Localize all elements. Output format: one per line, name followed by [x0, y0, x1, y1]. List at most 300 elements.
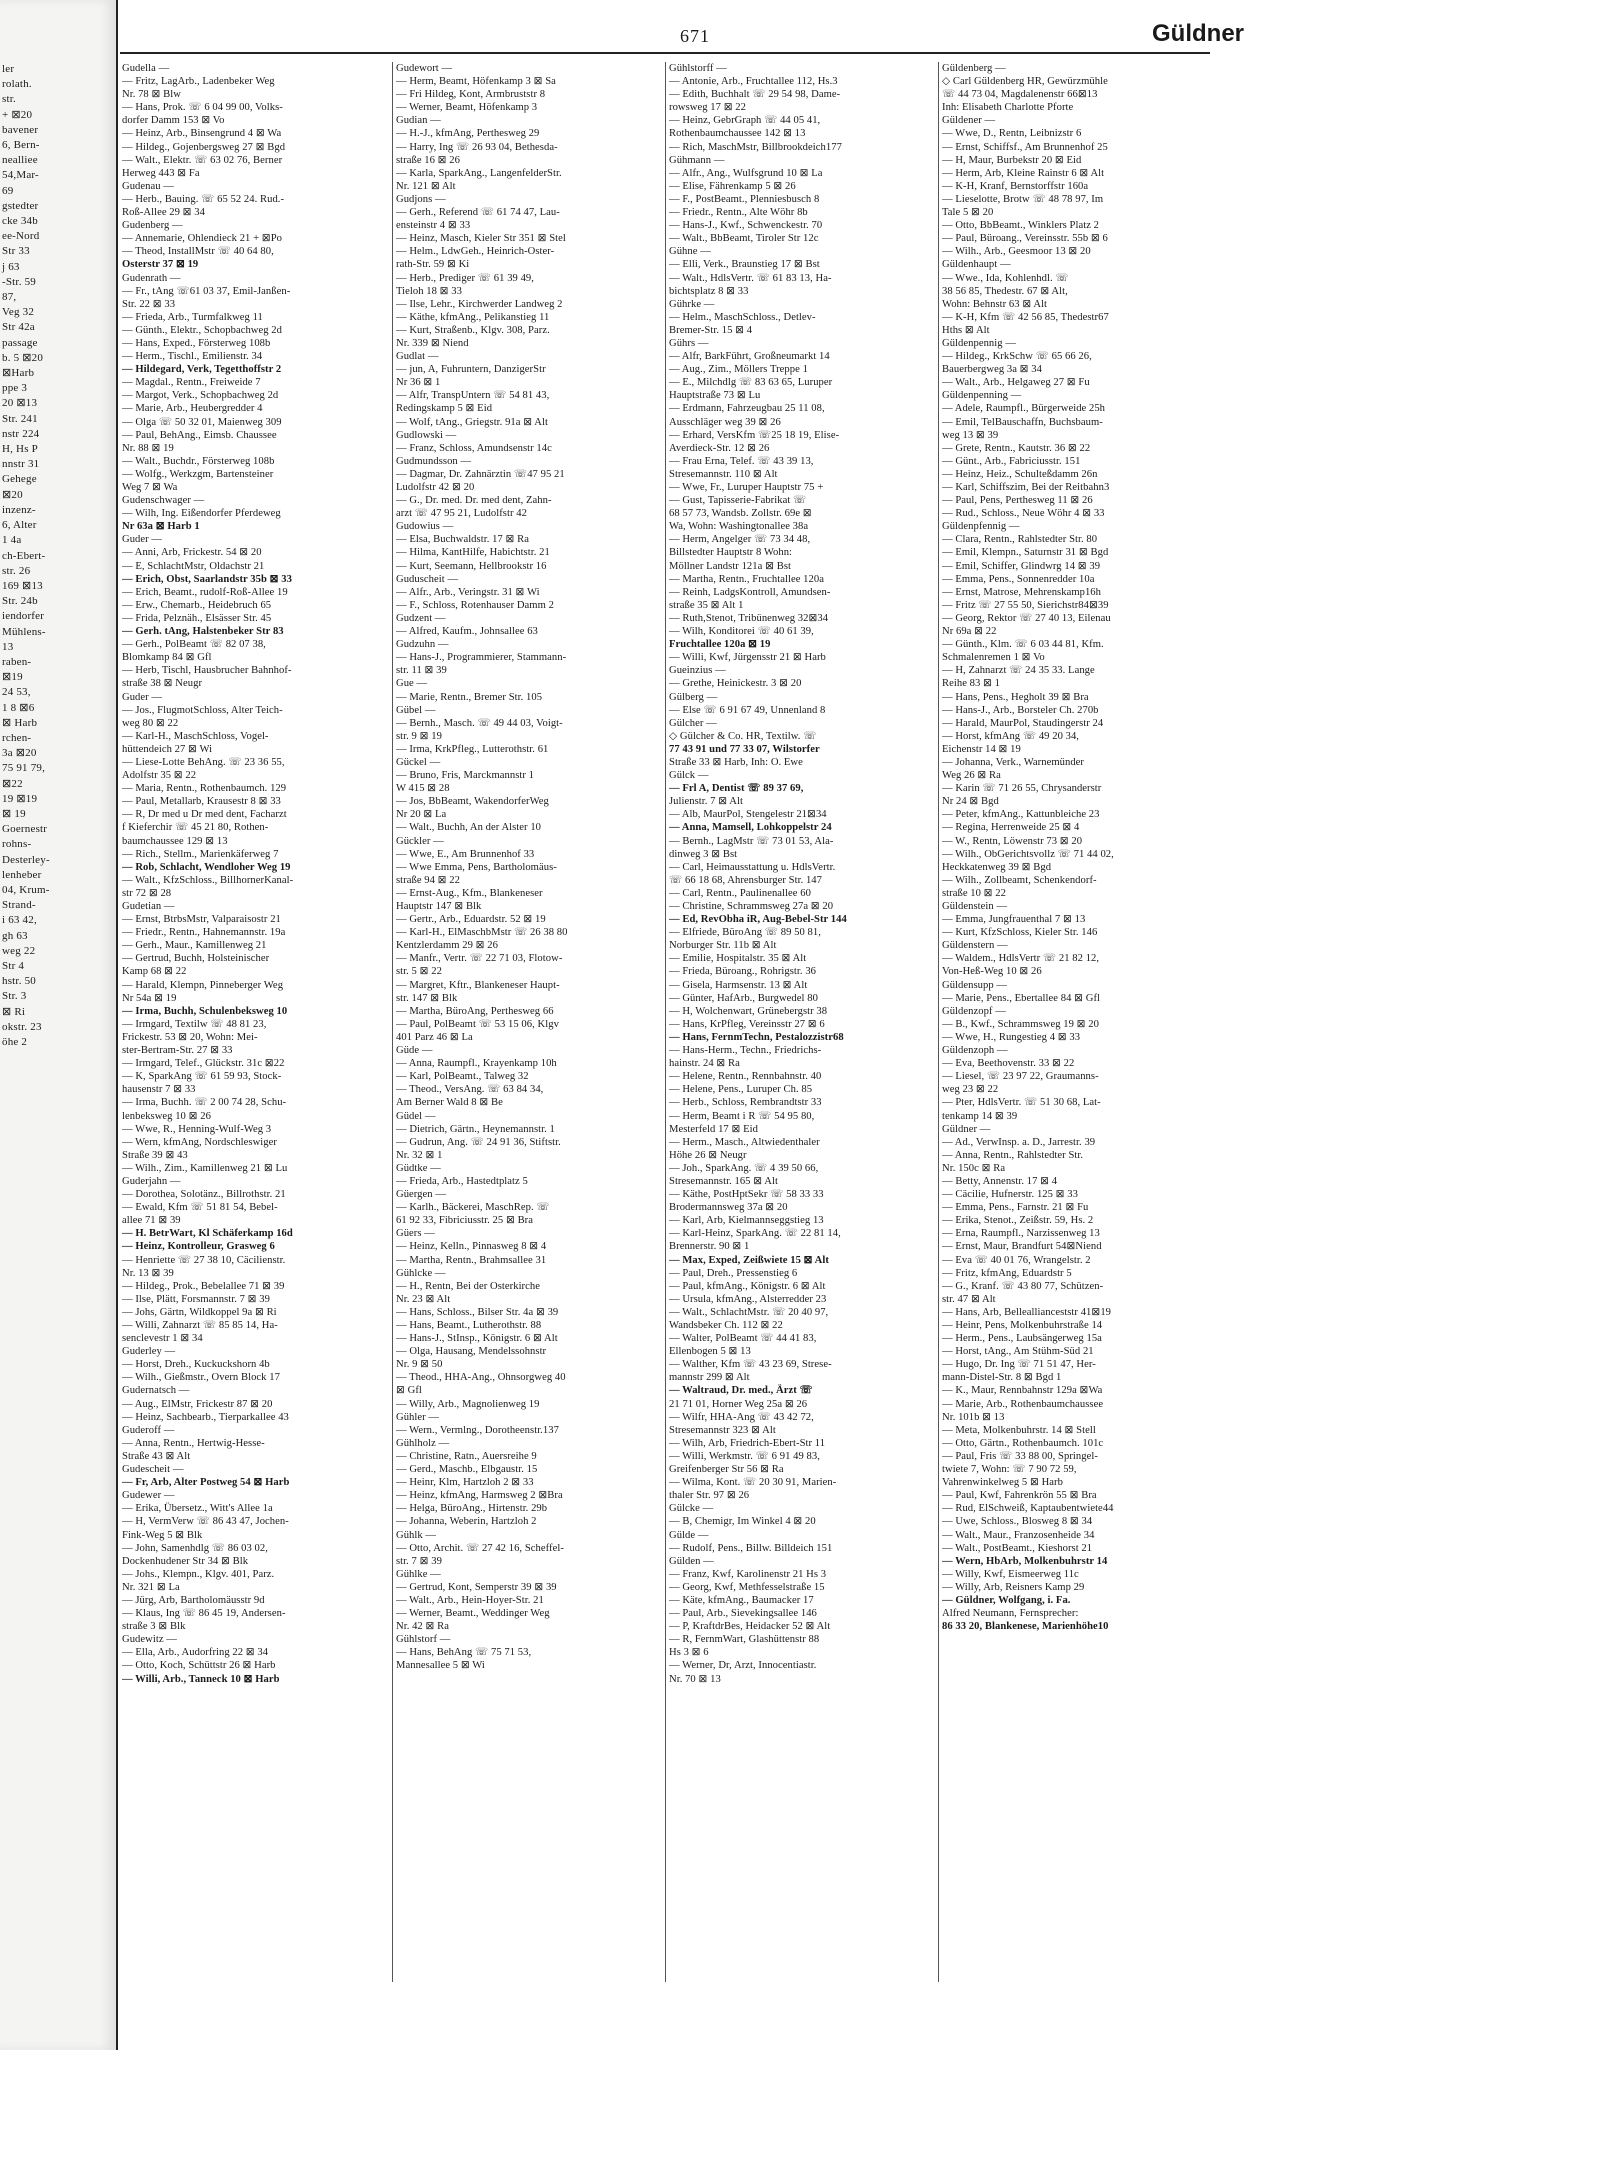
- directory-entry: — Margot, Verk., Schopbachweg 2d: [122, 390, 279, 402]
- directory-entry: — P, KraftdrBes, Heidacker 52 ⊠ Alt: [669, 1621, 831, 1633]
- margin-fragment: Strand-: [2, 899, 36, 912]
- margin-fragment: öhe 2: [2, 1036, 28, 1048]
- directory-entry: — Magdal., Rentn., Freiweide 7: [122, 377, 261, 389]
- margin-fragment: ppe 3: [2, 382, 28, 395]
- margin-fragment: Mühlens-: [2, 625, 46, 638]
- directory-entry: — Wwe., Ida, Kohlenhdl. ☏: [942, 272, 1069, 284]
- directory-entry: — K., Maur, Rennbahnstr 129a ⊠Wa: [942, 1385, 1103, 1397]
- surname-heading: Gudenrath —: [122, 272, 181, 284]
- directory-entry: str. 47 ⊠ Alt: [942, 1293, 996, 1305]
- surname-heading: Güers —: [396, 1228, 435, 1240]
- directory-entry: — Hans, Beamt., Lutherothstr. 88: [396, 1320, 542, 1331]
- directory-entry: — Irmgard, Textilw ☏ 48 81 23,: [122, 1018, 267, 1030]
- previous-page-margin: [0, 0, 118, 2050]
- directory-entry: — Wwe, D., Rentn, Leibnizstr 6: [942, 128, 1082, 140]
- directory-entry: Kentzlerdamm 29 ⊠ 26: [396, 940, 498, 952]
- directory-entry: — Hans-J., Programmierer, Stammann-: [396, 652, 567, 664]
- margin-fragment: 19 ⊠19: [2, 792, 38, 805]
- margin-fragment: ch-Ebert-: [2, 549, 46, 562]
- surname-heading: Gudzent —: [396, 612, 446, 624]
- directory-entry: — Hilma, KantHilfe, Habichtstr. 21: [396, 547, 550, 559]
- directory-entry: — Ruth,Stenot, Tribünenweg 32⊠34: [669, 612, 829, 624]
- directory-entry: — Adele, Raumpfl., Bürgerweide 25h: [942, 403, 1106, 415]
- directory-entry: Hs 3 ⊠ 6: [669, 1647, 709, 1659]
- directory-entry: — Wilh, Ing. Eißendorfer Pferdeweg: [122, 508, 281, 520]
- directory-entry: — Erich, Beamt., rudolf-Roß-Allee 19: [122, 586, 288, 598]
- directory-entry: — Rob, Schlacht, Wendloher Weg 19: [122, 861, 291, 873]
- directory-entry: — Willi, Zahnarzt ☏ 85 85 14, Ha-: [122, 1320, 278, 1331]
- directory-entry: senclevestr 1 ⊠ 34: [122, 1333, 203, 1345]
- directory-entry: Tale 5 ⊠ 20: [942, 207, 994, 219]
- directory-entry: Mannesallee 5 ⊠ Wi: [396, 1660, 485, 1672]
- margin-fragment: Str 42a: [2, 321, 35, 334]
- directory-entry: — Alfr., Ang., Wulfsgrund 10 ⊠ La: [669, 167, 823, 179]
- directory-entry: Billstedter Hauptstr 8 Wohn:: [669, 547, 793, 559]
- directory-entry: dinweg 3 ⊠ Bst: [669, 848, 738, 860]
- directory-entry: — Erika, Stenot., Zeißstr. 59, Hs. 2: [942, 1215, 1094, 1227]
- directory-entry: — Johs, Gärtn, Wildkoppel 9a ⊠ Ri: [122, 1306, 277, 1318]
- directory-entry: — Hans, Pens., Hegholt 39 ⊠ Bra: [942, 691, 1089, 703]
- directory-entry: — Ursula, kfmAng., Alsterredder 23: [669, 1293, 827, 1305]
- directory-entry: Kamp 68 ⊠ 22: [122, 966, 187, 978]
- directory-entry: — Irma, Buchh, Schulenbeksweg 10: [122, 1005, 288, 1017]
- directory-page: [120, 0, 1520, 2050]
- directory-entry: — Regina, Herrenweide 25 ⊠ 4: [942, 822, 1080, 834]
- directory-entry: — Willi, Kwf, Jürgensstr 21 ⊠ Harb: [669, 652, 826, 664]
- directory-entry: — Emma, Pens., Sonnenredder 10a: [942, 573, 1095, 585]
- directory-entry: weg 23 ⊠ 22: [942, 1084, 999, 1096]
- margin-fragment: nstr 224: [2, 427, 40, 440]
- directory-entry: straße 94 ⊠ 22: [396, 874, 461, 886]
- directory-entry: — Günter, HafArb., Burgwedel 80: [669, 992, 818, 1004]
- directory-entry: — Käthe, PostHptSekr ☏ 58 33 33: [669, 1189, 824, 1201]
- margin-fragment: ee-Nord: [2, 230, 40, 243]
- directory-entry: rath-Str. 59 ⊠ Ki: [396, 259, 470, 271]
- surname-heading: Gudetian —: [122, 901, 175, 912]
- directory-entry: — Paul, Fris ☏ 33 88 00, Springel-: [942, 1450, 1098, 1462]
- directory-entry: — Theod, InstallMstr ☏ 40 64 80,: [122, 246, 274, 258]
- directory-entry: — Frieda, Arb., Turmfalkweg 11: [122, 311, 263, 323]
- directory-entry: Am Berner Wald 8 ⊠ Be: [396, 1097, 503, 1109]
- margin-fragment: 87,: [2, 291, 17, 304]
- surname-heading: Gühlstorff —: [669, 63, 727, 74]
- directory-entry: — Anna, Raumpfl., Krayenkamp 10h: [396, 1058, 557, 1070]
- directory-entry: — Walt., Maur., Franzosenheide 34: [942, 1529, 1095, 1541]
- surname-heading: Gudenschwager —: [122, 495, 205, 507]
- directory-entry: — Hans-J., Kwf., Schwenckestr. 70: [669, 220, 823, 232]
- directory-entry: — Jos., FlugmotSchloss, Alter Teich-: [122, 704, 283, 716]
- directory-entry: — Helga, BüroAng., Hirtenstr. 29b: [396, 1503, 548, 1515]
- directory-entry: — Edith, Buchhalt ☏ 29 54 98, Dame-: [669, 89, 841, 101]
- directory-entry: — Hans, FernmTechn, Pestalozzistr68: [669, 1031, 844, 1043]
- directory-entry: Averdieck-Str. 12 ⊠ 26: [669, 442, 770, 454]
- directory-entry: — Franz, Kwf, Karolinenstr 21 Hs 3: [669, 1568, 827, 1580]
- directory-entry: — Otto, Koch, Schüttstr 26 ⊠ Harb: [122, 1660, 276, 1672]
- directory-entry: — Hans, Prok. ☏ 6 04 99 00, Volks-: [122, 102, 283, 114]
- directory-entry: — Frieda, Arb., Hastedtplatz 5: [396, 1175, 528, 1187]
- directory-entry: — Hildeg., KrkSchw ☏ 65 66 26,: [942, 351, 1092, 363]
- directory-entry: Hauptstraße 73 ⊠ Lu: [669, 390, 761, 402]
- surname-heading: Guderjahn —: [122, 1175, 181, 1187]
- directory-entry: rowsweg 17 ⊠ 22: [669, 102, 747, 114]
- margin-fragment: str. 26: [2, 564, 31, 577]
- directory-entry: — Walt., Buchdr., Försterweg 108b: [122, 455, 275, 467]
- directory-entry: — Walt., HdlsVertr. ☏ 61 83 13, Ha-: [669, 272, 832, 284]
- margin-fragment: nnstr 31: [2, 458, 40, 471]
- directory-entry: — Werner, Beamt, Höfenkamp 3: [396, 102, 538, 114]
- directory-entry: allee 71 ⊠ 39: [122, 1215, 181, 1227]
- directory-entry: — Heinz, Kelln., Pinnasweg 8 ⊠ 4: [396, 1241, 547, 1253]
- directory-entry: — Annemarie, Ohlendieck 21 + ⊠Po: [122, 233, 283, 245]
- directory-entry: — Elsa, Buchwaldstr. 17 ⊠ Ra: [396, 534, 529, 546]
- directory-entry: — John, Samenhdlg ☏ 86 03 02,: [122, 1542, 268, 1554]
- directory-entry: Von-Heß-Weg 10 ⊠ 26: [942, 966, 1042, 978]
- directory-entry: Tieloh 18 ⊠ 33: [396, 285, 462, 297]
- directory-entry: — Ewald, Kfm ☏ 51 81 54, Bebel-: [122, 1202, 278, 1214]
- directory-entry: — Hans, KrPfleg, Vereinsstr 27 ⊠ 6: [669, 1018, 825, 1030]
- directory-entry: — Ed, RevObha iR, Aug-Bebel-Str 144: [669, 914, 847, 926]
- directory-entry: — Hans, Arb, Belleallianceststr 41⊠19: [942, 1306, 1112, 1318]
- directory-entry: Herweg 443 ⊠ Fa: [122, 167, 200, 179]
- margin-fragment: ⊠Harb: [2, 367, 35, 380]
- directory-entry: — Walt., Arb., Hein-Hoyer-Str. 21: [396, 1594, 544, 1606]
- directory-entry: f Kieferchir ☏ 45 21 80, Rothen-: [122, 822, 269, 834]
- surname-heading: Gudescheit —: [122, 1464, 184, 1476]
- directory-entry: Straße 33 ⊠ Harb, Inh: O. Ewe: [669, 756, 803, 768]
- surname-heading: Gudella —: [122, 63, 170, 74]
- directory-entry: Roß-Allee 29 ⊠ 34: [122, 207, 205, 219]
- directory-entry: Heckkatenweg 39 ⊠ Bgd: [942, 861, 1052, 873]
- directory-entry: — Paul, Arb., Sievekingsallee 146: [669, 1608, 817, 1620]
- directory-entry: — Alfr, BarkFührt, Großneumarkt 14: [669, 351, 830, 363]
- directory-entry: — Erich, Obst, Saarlandstr 35b ⊠ 33: [122, 573, 292, 585]
- directory-entry: — Wilh., Arb., Geesmoor 13 ⊠ 20: [942, 246, 1091, 258]
- directory-entry: Inh: Elisabeth Charlotte Pforte: [942, 102, 1074, 114]
- directory-entry: weg 13 ⊠ 39: [942, 429, 999, 441]
- directory-entry: — Willy, Arb., Magnolienweg 19: [396, 1398, 540, 1410]
- surname-heading: Gülck —: [669, 770, 709, 782]
- margin-fragment: 69: [2, 184, 14, 197]
- directory-entry: — Pter, HdlsVertr. ☏ 51 30 68, Lat-: [942, 1097, 1101, 1109]
- directory-entry: — H.-J., kfmAng, Perthesweg 29: [396, 128, 540, 140]
- directory-entry: — Christine, Schrammsweg 27a ⊠ 20: [669, 901, 834, 912]
- directory-entry: — Walt., Elektr. ☏ 63 02 76, Berner: [122, 154, 283, 166]
- directory-entry: — Anna, Mamsell, Lohkoppelstr 24: [669, 822, 832, 834]
- directory-entry: — H., Rentn, Bei der Osterkirche: [396, 1280, 540, 1292]
- directory-entry: — Herm., Tischl., Emilienstr. 34: [122, 351, 263, 363]
- directory-entry: ☏ 66 18 68, Ahrensburger Str. 147: [669, 874, 823, 886]
- directory-entry: — Alfr., Arb., Veringstr. 31 ⊠ Wi: [396, 586, 540, 598]
- directory-entry: — Gudrun, Ang. ☏ 24 91 36, Stiftstr.: [396, 1136, 561, 1148]
- margin-fragment: Str. 3: [2, 990, 27, 1003]
- directory-entry: 21 71 01, Horner Weg 25a ⊠ 26: [669, 1398, 808, 1410]
- directory-entry: — Frau Erna, Telef. ☏ 43 39 13,: [669, 455, 814, 467]
- directory-entry: — Aug., ElMstr, Frickestr 87 ⊠ 20: [122, 1398, 273, 1410]
- surname-heading: Güde —: [396, 1045, 433, 1057]
- directory-entry: mann-Distel-Str. 8 ⊠ Bgd 1: [942, 1372, 1062, 1384]
- directory-entry: — Karla, SparkAng., LangenfelderStr.: [396, 167, 562, 179]
- directory-entry: Dockenhudener Str 34 ⊠ Blk: [122, 1555, 249, 1567]
- directory-entry: Nr 24 ⊠ Bgd: [942, 796, 999, 808]
- directory-entry: Stresemannstr. 110 ⊠ Alt: [669, 468, 778, 480]
- directory-entry: — Joh., SparkAng. ☏ 4 39 50 66,: [669, 1162, 819, 1174]
- directory-entry: — Erna, Raumpfl., Narzissenweg 13: [942, 1228, 1100, 1240]
- header-rule: [120, 52, 1210, 54]
- surname-heading: Gueinzius —: [669, 665, 726, 677]
- directory-entry: — Else ☏ 6 91 67 49, Unnenland 8: [669, 704, 826, 716]
- directory-entry: — B., Kwf., Schrammsweg 19 ⊠ 20: [942, 1018, 1099, 1030]
- directory-entry: straße 10 ⊠ 22: [942, 887, 1007, 899]
- directory-entry: — Marie, Arb., Heubergredder 4: [122, 403, 263, 415]
- directory-entry: — Fr., tAng ☏61 03 37, Emil-Janßen-: [122, 285, 291, 297]
- directory-entry: — Anna, Rentn., Rahlstedter Str.: [942, 1149, 1084, 1161]
- directory-entry: — Ernst-Aug., Kfm., Blankeneser: [396, 887, 543, 899]
- directory-entry: — Heinz, Heiz., Schulteßdamm 26n: [942, 468, 1098, 480]
- surname-heading: Gübel —: [396, 704, 436, 716]
- directory-entry: weg 80 ⊠ 22: [122, 717, 179, 729]
- directory-entry: ⊠ Gfl: [396, 1385, 422, 1397]
- directory-entry: — Werner, Dr, Arzt, Innocentiastr.: [669, 1660, 817, 1672]
- directory-entry: — H, Zahnarzt ☏ 24 35 33. Lange: [942, 665, 1095, 677]
- directory-entry: str. 9 ⊠ 19: [396, 730, 442, 742]
- margin-fragment: okstr. 23: [2, 1020, 42, 1033]
- column-1: [122, 62, 390, 2042]
- directory-entry: — Walt., Arb., Helgaweg 27 ⊠ Fu: [942, 377, 1090, 389]
- margin-fragment: + ⊠20: [2, 108, 33, 121]
- directory-entry: Fink-Weg 5 ⊠ Blk: [122, 1529, 203, 1541]
- surname-heading: Gührs —: [669, 337, 709, 349]
- directory-entry: — Gerh., Referend ☏ 61 74 47, Lau-: [396, 207, 560, 219]
- directory-entry: — H. BetrWart, Kl Schäferkamp 16d: [122, 1228, 293, 1240]
- directory-entry: Alfred Neumann, Fernsprecher:: [942, 1608, 1079, 1620]
- directory-entry: — Hans, BehAng ☏ 75 71 53,: [396, 1647, 532, 1659]
- directory-entry: — Walther, Kfm ☏ 43 23 69, Strese-: [669, 1359, 832, 1371]
- margin-fragment: ⊠ Ri: [2, 1005, 26, 1018]
- directory-entry: — Franz, Schloss, Amundsenstr 14c: [396, 442, 552, 454]
- directory-entry: — Heinz, Arb., Binsengrund 4 ⊠ Wa: [122, 128, 282, 140]
- directory-entry: — Clara, Rentn., Rahlstedter Str. 80: [942, 534, 1098, 546]
- directory-entry: — Meta, Molkenbuhrstr. 14 ⊠ Stell: [942, 1424, 1096, 1436]
- directory-entry: — Erdmann, Fahrzeugbau 25 11 08,: [669, 403, 825, 415]
- directory-entry: — H, Maur, Burbekstr 20 ⊠ Eid: [942, 154, 1082, 166]
- margin-fragment: raben-: [2, 655, 32, 668]
- margin-fragment: Gehege: [2, 473, 37, 486]
- surname-heading: Guderoff —: [122, 1424, 175, 1436]
- surname-heading: Gudewer —: [122, 1490, 175, 1502]
- directory-entry: Hauptstr 147 ⊠ Blk: [396, 901, 482, 912]
- directory-entry: — Horst, kfmAng ☏ 49 20 34,: [942, 730, 1080, 742]
- directory-entry: Vahrenwinkelweg 5 ⊠ Harb: [942, 1477, 1063, 1489]
- margin-fragment: iendorfer: [2, 610, 45, 623]
- surname-heading: Gudowius —: [396, 521, 454, 533]
- directory-entry: Straße 39 ⊠ 43: [122, 1149, 188, 1161]
- directory-entry: — Anni, Arb, Frickestr. 54 ⊠ 20: [122, 547, 262, 559]
- directory-entry: — Wern, HbArb, Molkenbuhrstr 14: [942, 1555, 1108, 1567]
- directory-entry: Nr. 88 ⊠ 19: [122, 442, 174, 454]
- margin-fragment: ⊠19: [2, 671, 23, 684]
- directory-entry: — Erhard, VersKfm ☏25 18 19, Elise-: [669, 429, 840, 441]
- directory-entry: — Harald, Klempn, Pinneberger Weg: [122, 979, 284, 991]
- directory-entry: Bremer-Str. 15 ⊠ 4: [669, 324, 753, 336]
- directory-entry: — Ilse, Lehr., Kirchwerder Landweg 2: [396, 298, 563, 310]
- directory-entry: — Karl-H., MaschSchloss, Vogel-: [122, 730, 269, 742]
- directory-entry: — B, Chemigr, Im Winkel 4 ⊠ 20: [669, 1516, 816, 1528]
- surname-heading: Gudzuhn —: [396, 639, 449, 651]
- directory-entry: — Grethe, Heinickestr. 3 ⊠ 20: [669, 678, 802, 690]
- directory-entry: — Bruno, Fris, Marckmannstr 1: [396, 770, 534, 782]
- directory-entry: — Wwe Emma, Pens, Bartholomäus-: [396, 861, 557, 873]
- directory-entry: — Otto, BbBeamt., Winklers Platz 2: [942, 220, 1100, 232]
- directory-entry: — Gust, Tapisserie-Fabrikat ☏: [669, 495, 807, 507]
- surname-heading: Güldenstein —: [942, 901, 1008, 912]
- directory-entry: — Cäcilie, Hufnerstr. 125 ⊠ 33: [942, 1189, 1079, 1201]
- directory-entry: 61 92 33, Fibriciusstr. 25 ⊠ Bra: [396, 1215, 534, 1227]
- directory-entry: — Helene, Rentn., Rennbahnstr. 40: [669, 1071, 822, 1083]
- directory-entry: — Paul, kfmAng., Königstr. 6 ⊠ Alt: [669, 1280, 826, 1292]
- directory-entry: — Hildeg., Prok., Bebelallee 71 ⊠ 39: [122, 1280, 285, 1292]
- directory-entry: — Elise, Fährenkamp 5 ⊠ 26: [669, 180, 796, 192]
- surname-heading: Gudmundsson —: [396, 455, 472, 467]
- directory-entry: — Heinz, Sachbearb., Tierparkallee 43: [122, 1411, 289, 1423]
- directory-entry: — E, SchlachtMstr, Oldachstr 21: [122, 560, 265, 572]
- directory-entry: — Walt., BbBeamt, Tiroler Str 12c: [669, 233, 819, 245]
- directory-entry: — Rich., Stellm., Marienkäferweg 7: [122, 848, 279, 860]
- directory-entry: — Martha, BüroAng, Perthesweg 66: [396, 1005, 554, 1017]
- surname-heading: Güldner —: [942, 1123, 991, 1135]
- directory-entry: — Wwe, E., Am Brunnenhof 33: [396, 848, 535, 860]
- directory-entry: Frickestr. 53 ⊠ 20, Wohn: Mei-: [122, 1031, 258, 1043]
- directory-entry: Schmalenremen 1 ⊠ Vo: [942, 652, 1045, 664]
- surname-heading: Gühlstorf —: [396, 1634, 451, 1646]
- directory-entry: — Klaus, Ing ☏ 86 45 19, Andersen-: [122, 1608, 286, 1620]
- directory-entry: Nr. 78 ⊠ Blw: [122, 89, 181, 101]
- surname-heading: Gühne —: [669, 246, 711, 258]
- directory-entry: Nr. 321 ⊠ La: [122, 1581, 180, 1593]
- margin-fragment: nealliee: [2, 154, 38, 167]
- directory-entry: — Rud, ElSchweiß, Kaptaubentwiete44: [942, 1503, 1114, 1515]
- directory-entry: Nr. 9 ⊠ 50: [396, 1359, 443, 1371]
- directory-entry: — Helm., LdwGeh., Heinrich-Oster-: [396, 246, 555, 258]
- directory-entry: straße 38 ⊠ Neugr: [122, 678, 203, 690]
- directory-entry: — Emilie, Hospitalstr. 35 ⊠ Alt: [669, 953, 807, 965]
- directory-entry: — Jos, BbBeamt, WakendorferWeg: [396, 796, 549, 808]
- surname-heading: Gühler —: [396, 1411, 440, 1423]
- margin-fragment: 6, Bern-: [2, 139, 40, 152]
- directory-entry: — Hugo, Dr. Ing ☏ 71 51 47, Her-: [942, 1359, 1096, 1371]
- directory-entry: — Aug., Zim., Möllers Treppe 1: [669, 364, 808, 376]
- directory-entry: — Fri Hildeg, Kont, Armbruststr 8: [396, 89, 546, 101]
- directory-entry: — Walt., PostBeamt., Kieshorst 21: [942, 1542, 1093, 1554]
- directory-entry: — Frieda, Büroang., Rohrigstr. 36: [669, 966, 817, 978]
- directory-entry: — Hans-Herm., Techn., Friedrichs-: [669, 1045, 822, 1057]
- surname-heading: Gudjons —: [396, 193, 446, 205]
- directory-entry: — Frl A, Dentist ☏ 89 37 69,: [669, 783, 804, 795]
- directory-entry: — Waltraud, Dr. med., Ärzt ☏: [669, 1385, 813, 1397]
- directory-entry: — Wolf, tAng., Griegstr. 91a ⊠ Alt: [396, 416, 548, 428]
- directory-entry: — Harald, MaurPol, Staudingerstr 24: [942, 717, 1104, 729]
- surname-heading: Gühlcke —: [396, 1267, 446, 1279]
- directory-entry: — Ernst, Maur, Brandfurt 54⊠Niend: [942, 1241, 1102, 1253]
- directory-entry: — Wilh., Gießmstr., Overn Block 17: [122, 1372, 280, 1384]
- directory-entry: — Ernst, BtrbsMstr, Valparaisostr 21: [122, 914, 281, 926]
- directory-entry: — Otto, Gärtn., Rothenbaumch. 101c: [942, 1437, 1104, 1449]
- directory-entry: — Olga ☏ 50 32 01, Maienweg 309: [122, 416, 282, 428]
- directory-entry: — Willy, Kwf, Eismeerweg 11c: [942, 1568, 1079, 1580]
- margin-fragment: inzenz-: [2, 503, 36, 516]
- surname-heading: Güldenzopf —: [942, 1005, 1006, 1017]
- directory-entry: — Marie, Rentn., Bremer Str. 105: [396, 691, 543, 703]
- surname-heading: Güldenzoph —: [942, 1045, 1008, 1057]
- directory-entry: — Marie, Pens., Ebertallee 84 ⊠ Gfl: [942, 992, 1101, 1004]
- directory-entry: — Liese-Lotte BehAng. ☏ 23 36 55,: [122, 756, 285, 768]
- surname-heading: Guderley —: [122, 1346, 176, 1358]
- directory-entry: — Wwe, H., Rungestieg 4 ⊠ 33: [942, 1031, 1081, 1043]
- directory-entry: — Irmgard, Telef., Glückstr. 31c ⊠22: [122, 1058, 285, 1070]
- margin-fragment: ⊠ Harb: [2, 716, 38, 729]
- margin-fragment: gstedter: [2, 199, 39, 212]
- surname-heading: Guder —: [122, 691, 163, 703]
- directory-entry: — Eva, Beethovenstr. 33 ⊠ 22: [942, 1058, 1075, 1070]
- directory-entry: Nr. 150c ⊠ Ra: [942, 1162, 1006, 1174]
- directory-entry: hüttendeich 27 ⊠ Wi: [122, 743, 213, 755]
- directory-entry: — Olga, Hausang, Mendelssohnstr: [396, 1346, 547, 1358]
- margin-fragment: b. 5 ⊠20: [2, 351, 44, 364]
- directory-entry: — Walt., Buchh, An der Alster 10: [396, 822, 542, 834]
- directory-entry: Hths ⊠ Alt: [942, 324, 990, 336]
- directory-entry: — Herb., Schloss, Rembrandtstr 33: [669, 1097, 822, 1109]
- directory-entry: str. 5 ⊠ 22: [396, 966, 442, 978]
- directory-entry: — R, Dr med u Dr med dent, Facharzt: [122, 809, 287, 821]
- directory-entry: Nr 20 ⊠ La: [396, 809, 447, 821]
- margin-fragment: i 63 42,: [2, 914, 37, 927]
- surname-heading: Gue —: [396, 678, 428, 690]
- directory-entry: Stresemannstr 323 ⊠ Alt: [669, 1424, 776, 1436]
- directory-entry: — Betty, Annenstr. 17 ⊠ 4: [942, 1175, 1058, 1187]
- margin-fragment: 6, Alter: [2, 519, 37, 532]
- directory-entry: 86 33 20, Blankenese, Marienhöhe10: [942, 1621, 1109, 1633]
- directory-entry: Adolfstr 35 ⊠ 22: [122, 770, 197, 782]
- surname-heading: Güdel —: [396, 1110, 436, 1122]
- directory-entry: — Dagmar, Dr. Zahnärztin ☏47 95 21: [396, 468, 565, 480]
- directory-entry: — Ernst, Matrose, Mehrenskamp16h: [942, 586, 1102, 598]
- directory-entry: — Friedr., Rentn., Alte Wöhr 8b: [669, 207, 808, 219]
- margin-fragment: 13: [2, 640, 14, 653]
- margin-fragment: -Str. 59: [2, 275, 36, 288]
- directory-entry: — Georg, Rektor ☏ 27 40 13, Eilenau: [942, 612, 1111, 624]
- margin-fragment: rolath.: [2, 78, 32, 91]
- directory-entry: Fruchtallee 120a ⊠ 19: [669, 639, 771, 651]
- margin-fragment: rohns-: [2, 838, 32, 851]
- directory-entry: — Martha, Rentn., Brahmsallee 31: [396, 1254, 547, 1266]
- directory-entry: — Christine, Ratn., Auersreihe 9: [396, 1450, 537, 1462]
- column-3: [669, 62, 937, 2042]
- directory-entry: — H, VermVerw ☏ 86 43 47, Jochen-: [122, 1516, 289, 1528]
- directory-entry: — Rich, MaschMstr, Billbrookdeich177: [669, 141, 842, 153]
- directory-entry: — Gertrud, Buchh, Holsteinischer: [122, 953, 270, 965]
- surname-heading: Gühmann —: [669, 154, 725, 166]
- surname-heading: Gührke —: [669, 298, 715, 310]
- directory-entry: Nr. 42 ⊠ Ra: [396, 1621, 449, 1633]
- surname-heading: Gudernatsch —: [122, 1385, 190, 1397]
- surname-heading: Gudenberg —: [122, 220, 183, 232]
- directory-entry: — Paul, Pens, Perthesweg 11 ⊠ 26: [942, 495, 1093, 507]
- directory-entry: — Karl-Heinz, SparkAng. ☏ 22 81 14,: [669, 1228, 841, 1240]
- directory-entry: — Karin ☏ 71 26 55, Chrysanderstr: [942, 783, 1102, 795]
- directory-entry: Nr. 70 ⊠ 13: [669, 1673, 721, 1685]
- directory-entry: — Herm., Masch., Altwiedenthaler: [669, 1136, 820, 1148]
- directory-entry: — jun, A, Fuhruntern, DanzigerStr: [396, 364, 546, 376]
- directory-entry: — Helene, Pens., Luruper Ch. 85: [669, 1084, 813, 1096]
